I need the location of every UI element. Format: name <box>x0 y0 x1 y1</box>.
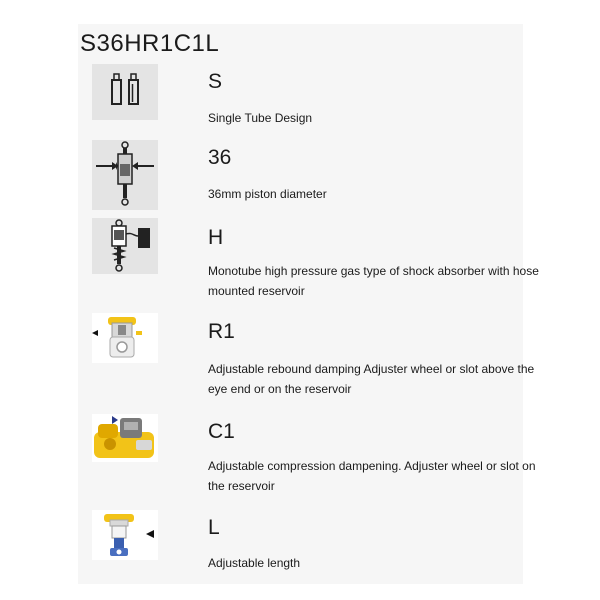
feature-description: Monotube high pressure gas type of shock absorber with hose mounted reservoir <box>208 264 539 298</box>
adjustable-length-icon <box>92 510 158 576</box>
feature-description: 36mm piston diameter <box>208 187 327 201</box>
feature-description: Adjustable compression dampening. Adjuster wheel or slot on the reservoir <box>208 459 536 493</box>
compression-adjuster-icon <box>92 414 158 480</box>
feature-code: L <box>208 516 220 539</box>
feature-code: 36 <box>208 146 232 169</box>
feature-code: S <box>208 70 223 93</box>
feature-description: Single Tube Design <box>208 111 313 125</box>
feature-code: R1 <box>208 320 235 343</box>
rebound-adjuster-icon <box>92 313 158 379</box>
feature-description: Adjustable length <box>208 556 301 570</box>
page-title: S36HR1C1L <box>80 30 220 57</box>
feature-code: H <box>208 226 224 249</box>
feature-code: C1 <box>208 420 235 443</box>
piston-diameter-icon <box>92 140 158 206</box>
single-tube-icon <box>92 64 158 130</box>
feature-description: Adjustable rebound damping Adjuster wheel or slot above the eye end or on the reservoir <box>208 362 535 396</box>
hose-reservoir-icon <box>92 218 158 284</box>
